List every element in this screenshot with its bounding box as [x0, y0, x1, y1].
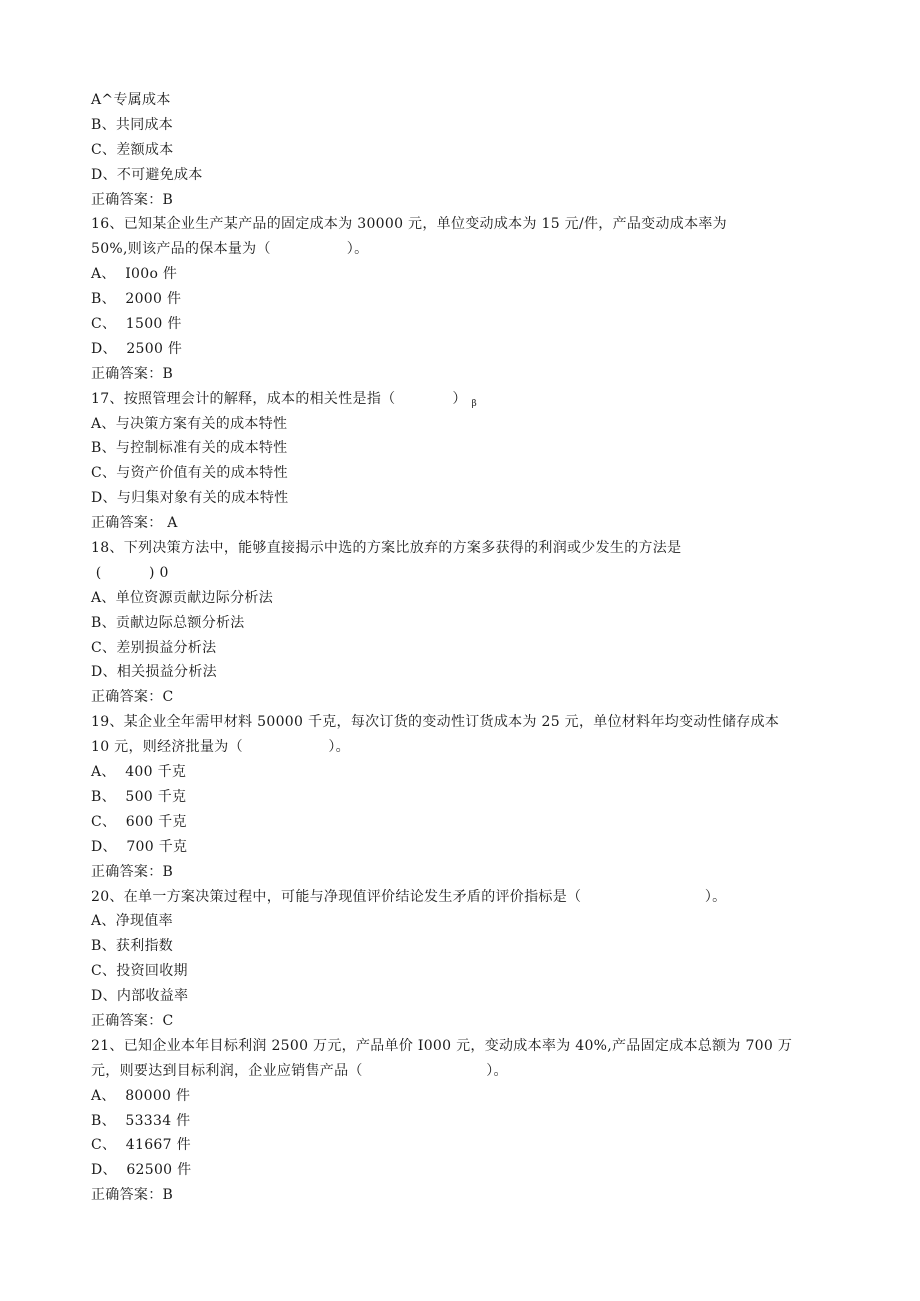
question-18: 18、下列决策方法中，能够直接揭示中选的方案比放弃的方案多获得的利润或少发生的方法是	[91, 540, 682, 557]
question-16-cont: 50%,则该产品的保本量为（ ）。	[91, 241, 369, 258]
option-line: B、共同成本	[91, 116, 174, 133]
answer-line: 正确答案：B	[91, 365, 174, 382]
option-line: D、相关损益分析法	[91, 664, 217, 681]
option-line: D、与归集对象有关的成本特性	[91, 490, 289, 507]
option-line: C、差额成本	[91, 141, 174, 158]
question-16: 16、已知某企业生产某产品的固定成本为 30000 元，单位变动成本为 15 元/件，产品变动成本率为	[91, 216, 727, 233]
question-17-text: 17、按照管理会计的解释，成本的相关性是指（ ）	[91, 390, 467, 407]
option-line: A、净现值率	[91, 913, 173, 930]
document-body	[91, 88, 821, 1208]
option-line: B、贡献边际总额分析法	[91, 614, 245, 631]
option-line: B、与控制标准有关的成本特性	[91, 440, 288, 457]
option-line: D、 700 千克	[91, 838, 188, 855]
option-line: D、不可避免成本	[91, 166, 203, 183]
option-line: D、 62500 件	[91, 1162, 192, 1179]
option-line: B、 500 千克	[91, 788, 187, 805]
option-line: B、 2000 件	[91, 291, 182, 308]
question-20: 20、在单一方案决策过程中，可能与净现值评价结论发生矛盾的评价指标是（ ）。	[91, 888, 727, 905]
answer-line: 正确答案：C	[91, 1012, 174, 1029]
question-19: 19、某企业全年需甲材料 50000 千克，每次订货的变动性订货成本为 25 元，单位材料年均变动性储存成本	[91, 714, 780, 731]
option-line: A、与决策方案有关的成本特性	[91, 415, 288, 432]
option-line: B、获利指数	[91, 938, 174, 955]
option-line: A^专属成本	[91, 92, 171, 108]
option-line: D、内部收益率	[91, 988, 189, 1005]
option-line: A、 400 千克	[91, 764, 187, 781]
answer-line: 正确答案：B	[91, 191, 174, 208]
question-21: 21、已知企业本年目标利润 2500 万元，产品单价 I000 元，变动成本率为 40%,产品固定成本总额为 700 万	[91, 1037, 793, 1054]
option-line: A、单位资源贡献边际分析法	[91, 589, 274, 606]
option-line: C、 600 千克	[91, 813, 187, 830]
question-19-cont: 10 元，则经济批量为（ ）。	[91, 739, 350, 756]
answer-line: 正确答案：B	[91, 863, 174, 880]
option-line: C、与资产价值有关的成本特性	[91, 465, 288, 482]
option-line: C、投资回收期	[91, 963, 188, 980]
option-line: A、 80000 件	[91, 1087, 191, 1104]
answer-line: 正确答案： A	[91, 515, 178, 532]
option-line: A、 I00o 件	[91, 266, 178, 283]
option-line: B、 53334 件	[91, 1112, 191, 1129]
answer-line: 正确答案：C	[91, 689, 174, 706]
question-17-mark: β	[471, 398, 477, 409]
option-line: D、 2500 件	[91, 340, 183, 357]
answer-line: 正确答案：B	[91, 1187, 174, 1204]
question-21-cont: 元，则要达到目标利润，企业应销售产品（ ）。	[91, 1062, 508, 1079]
option-line: C、差别损益分析法	[91, 639, 217, 656]
option-line: C、 41667 件	[91, 1137, 191, 1154]
question-17	[91, 387, 821, 412]
question-18-cont: ( ) 0	[91, 564, 169, 581]
option-line: C、 1500 件	[91, 316, 182, 333]
